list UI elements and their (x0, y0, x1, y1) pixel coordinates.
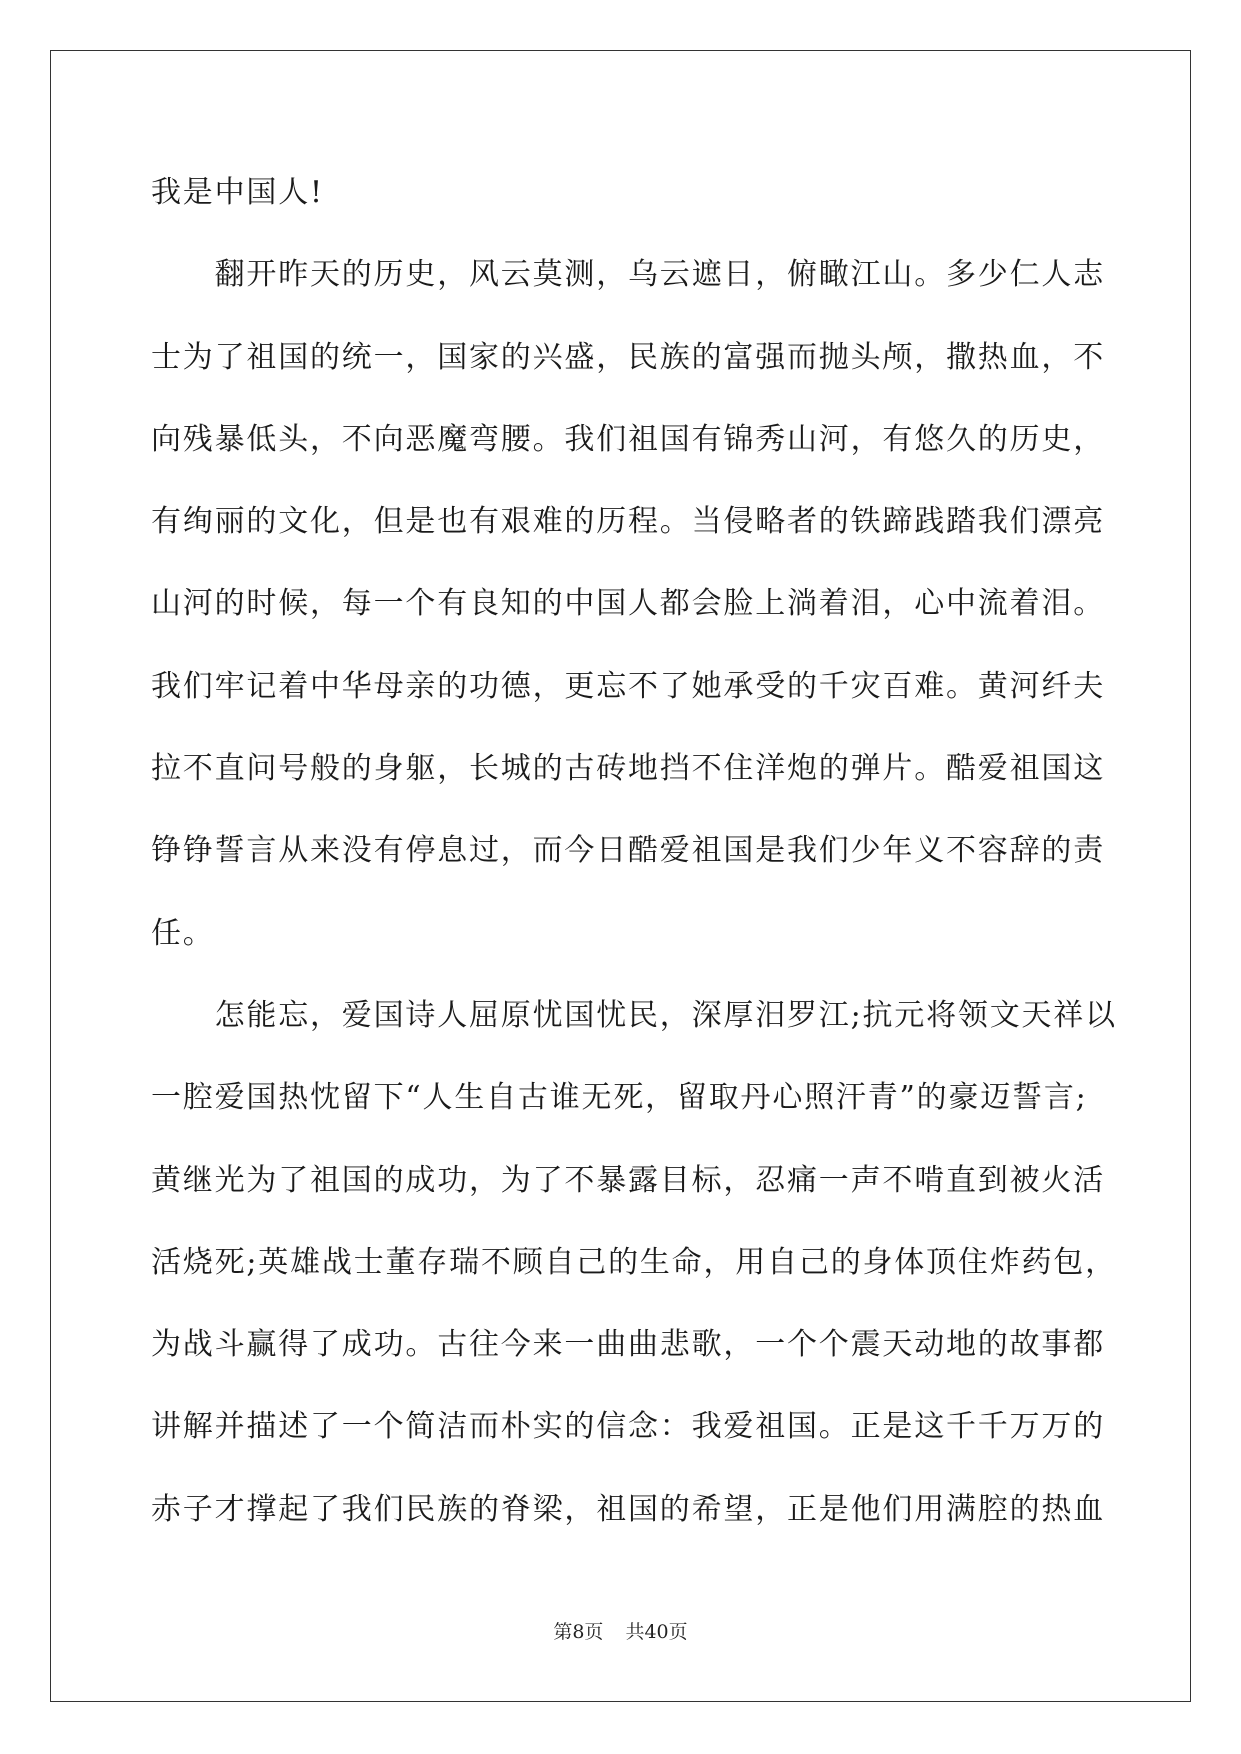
text-line: 赤子才撑起了我们民族的脊梁，祖国的希望，正是他们用满腔的热血 (151, 1491, 1105, 1527)
page-footer (0, 1617, 1241, 1644)
text-line: 黄继光为了祖国的成功，为了不暴露目标，忍痛一声不啃直到被火活 (151, 1162, 1105, 1198)
text-line: 一腔爱国热忱留下“人生自古谁无死，留取丹心照汗青”的豪迈誓言; (151, 1080, 1088, 1116)
text-line: 为战斗赢得了成功。古往今来一曲曲悲歌，一个个震天动地的故事都 (151, 1327, 1105, 1363)
text-line: 拉不直问号般的身躯，长城的古砖地挡不住洋炮的弹片。酷爱祖国这 (151, 751, 1105, 787)
text-line: 山河的时候，每一个有良知的中国人都会脸上淌着泪，心中流着泪。 (151, 586, 1105, 622)
text-line: 任。 (151, 915, 215, 951)
text-line: 翻开昨天的历史，风云莫测，乌云遮日，俯瞰江山。多少仁人志 (151, 257, 1105, 293)
page-total: 共40页 (625, 1621, 688, 1643)
text-line: 讲解并描述了一个简洁而朴实的信念：我爱祖国。正是这千千万万的 (151, 1409, 1105, 1445)
page-number: 第8页 (553, 1621, 604, 1643)
text-line: 士为了祖国的统一，国家的兴盛，民族的富强而抛头颅，撒热血，不 (151, 339, 1105, 375)
text-line: 我们牢记着中华母亲的功德，更忘不了她承受的千灾百难。黄河纤夫 (151, 668, 1105, 704)
text-line: 我是中国人! (151, 175, 324, 210)
text-line: 向残暴低头，不向恶魔弯腰。我们祖国有锦秀山河，有悠久的历史， (151, 421, 1105, 457)
text-line: 怎能忘，爱国诗人屈原忧国忧民，深厚汨罗江;抗元将领文天祥以 (151, 997, 1117, 1033)
text-line: 铮铮誓言从来没有停息过，而今日酷爱祖国是我们少年义不容辞的责 (151, 833, 1105, 869)
document-body (151, 163, 1117, 1562)
text-line: 有绚丽的文化，但是也有艰难的历程。当侵略者的铁蹄践踏我们漂亮 (151, 504, 1105, 540)
text-line: 活烧死;英雄战士董存瑞不顾自己的生命，用自己的身体顶住炸药包， (151, 1244, 1117, 1280)
